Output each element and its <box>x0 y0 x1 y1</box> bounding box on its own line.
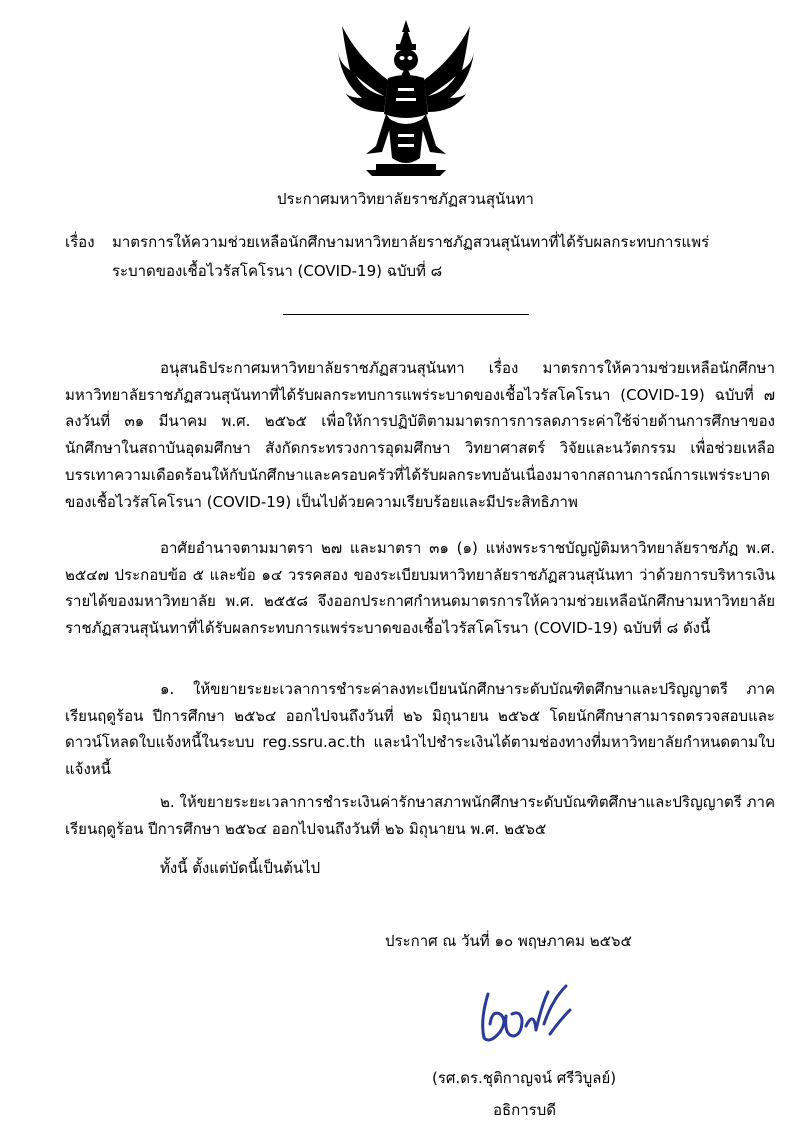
paragraph-authority-text: อาศัยอำนาจตามมาตรา ๒๗ และมาตรา ๓๑ (๑) แห่งพระราชบัญญัติมหาวิทยาลัยราชภัฏ พ.ศ. ๒๕๔๗ ประกอบข้อ ๕ และข้อ ๑๔ วรรคสอง ของระเบียบมหาวิทยาลัยราชภัฏสวนสุนันทา ว่าด้วยการบริหารเงินรายได้ของมหาวิทยาลัย พ.ศ. ๒๕๕๘ จึงออกประกาศกำหนดมาตรการให้ความช่วยเหลือนักศึกษามหาวิทยาลัยราชภัฏสวนสุนันทาที่ได้รับผลกระทบการแพร่ระบาดของเชื้อไวรัสโคโรนา (COVID-19) ฉบับที่ ๘ ดังนี้ <box>65 539 775 638</box>
subject-label: เรื่อง <box>65 233 95 251</box>
announcement-title: ประกาศมหาวิทยาลัยราชภัฏสวนสุนันทา <box>277 190 534 208</box>
signer-position: อธิการบดี <box>493 1101 556 1119</box>
announcement-date: ประกาศ ณ วันที่ ๑๐ พฤษภาคม ๒๕๖๕ <box>385 932 632 950</box>
handwritten-signature-icon <box>470 980 580 1050</box>
measure-item-2-text: ๒. ให้ขยายระยะเวลาการชำระเงินค่ารักษาสภาพนักศึกษาระดับบัณฑิตศึกษาและปริญญาตรี ภาคเรียนฤดูร้อน ปีการศึกษา ๒๕๖๔ ออกไปจนถึงวันที่ ๒๖ มิถุนายน พ.ศ. ๒๕๖๕ <box>65 793 775 838</box>
measure-item-2 <box>65 789 775 842</box>
measure-item-1-text: ๑. ให้ขยายระยะเวลาการชำระค่าลงทะเบียนนักศึกษาระดับบัณฑิตศึกษาและปริญญาตรี ภาคเรียนฤดูร้อน ปีการศึกษา ๒๕๖๔ ออกไปจนถึงวันที่ ๒๖ มิถุนายน ๒๕๖๕ โดยนักศึกษาสามารถตรวจสอบและดาวน์โหลดใบแจ้งหนี้ในระบบ reg.ssru.ac.th และนำไปชำระเงินได้ตามช่องทางที่มหาวิทยาลัยกำหนดตามใบแจ้งหนี้ <box>65 680 775 779</box>
subject-line-2: ระบาดของเชื้อไวรัสโคโรนา (COVID-19) ฉบับที่ ๘ <box>112 262 443 280</box>
paragraph-reference-text: อนุสนธิประกาศมหาวิทยาลัยราชภัฏสวนสุนันทา เรื่อง มาตรการให้ความช่วยเหลือนักศึกษามหาวิทยาลัยราชภัฏสวนสุนันทาที่ได้รับผลกระทบการแพร่ระบาดของเชื้อไวรัสโคโรนา (COVID-19) ฉบับที่ ๗ ลงวันที่ ๓๑ มีนาคม พ.ศ. ๒๕๖๕ เพื่อให้การปฏิบัติตามมาตรการการลดภาระค่าใช้จ่ายด้านการศึกษาของนักศึกษาในสถาบันอุดมศึกษา สังกัดกระทรวงการอุดมศึกษา วิทยาศาสตร์ วิจัยและนวัตกรรม เพื่อช่วยเหลือบรรเทาความเดือดร้อนให้กับนักศึกษาและครอบครัวที่ได้รับผลกระทบอันเนื่องมาจากสถานการณ์การแพร่ระบาดของเชื้อไวรัสโคโรนา (COVID-19) เป็นไปด้วยความเรียบร้อยและมีประสิทธิภาพ <box>65 359 775 511</box>
measure-item-1 <box>65 676 775 783</box>
garuda-emblem-icon <box>336 18 476 176</box>
signer-name: (รศ.ดร.ชุติกาญจน์ ศรีวิบูลย์) <box>432 1069 617 1087</box>
subject-line-1: มาตรการให้ความช่วยเหลือนักศึกษามหาวิทยาลัยราชภัฏสวนสุนันทาที่ได้รับผลกระทบการแพร่ <box>112 233 710 251</box>
paragraph-authority <box>65 535 775 642</box>
effective-statement: ทั้งนี้ ตั้งแต่บัดนี้เป็นต้นไป <box>160 859 321 877</box>
divider-line <box>283 314 529 315</box>
paragraph-reference <box>65 355 775 515</box>
